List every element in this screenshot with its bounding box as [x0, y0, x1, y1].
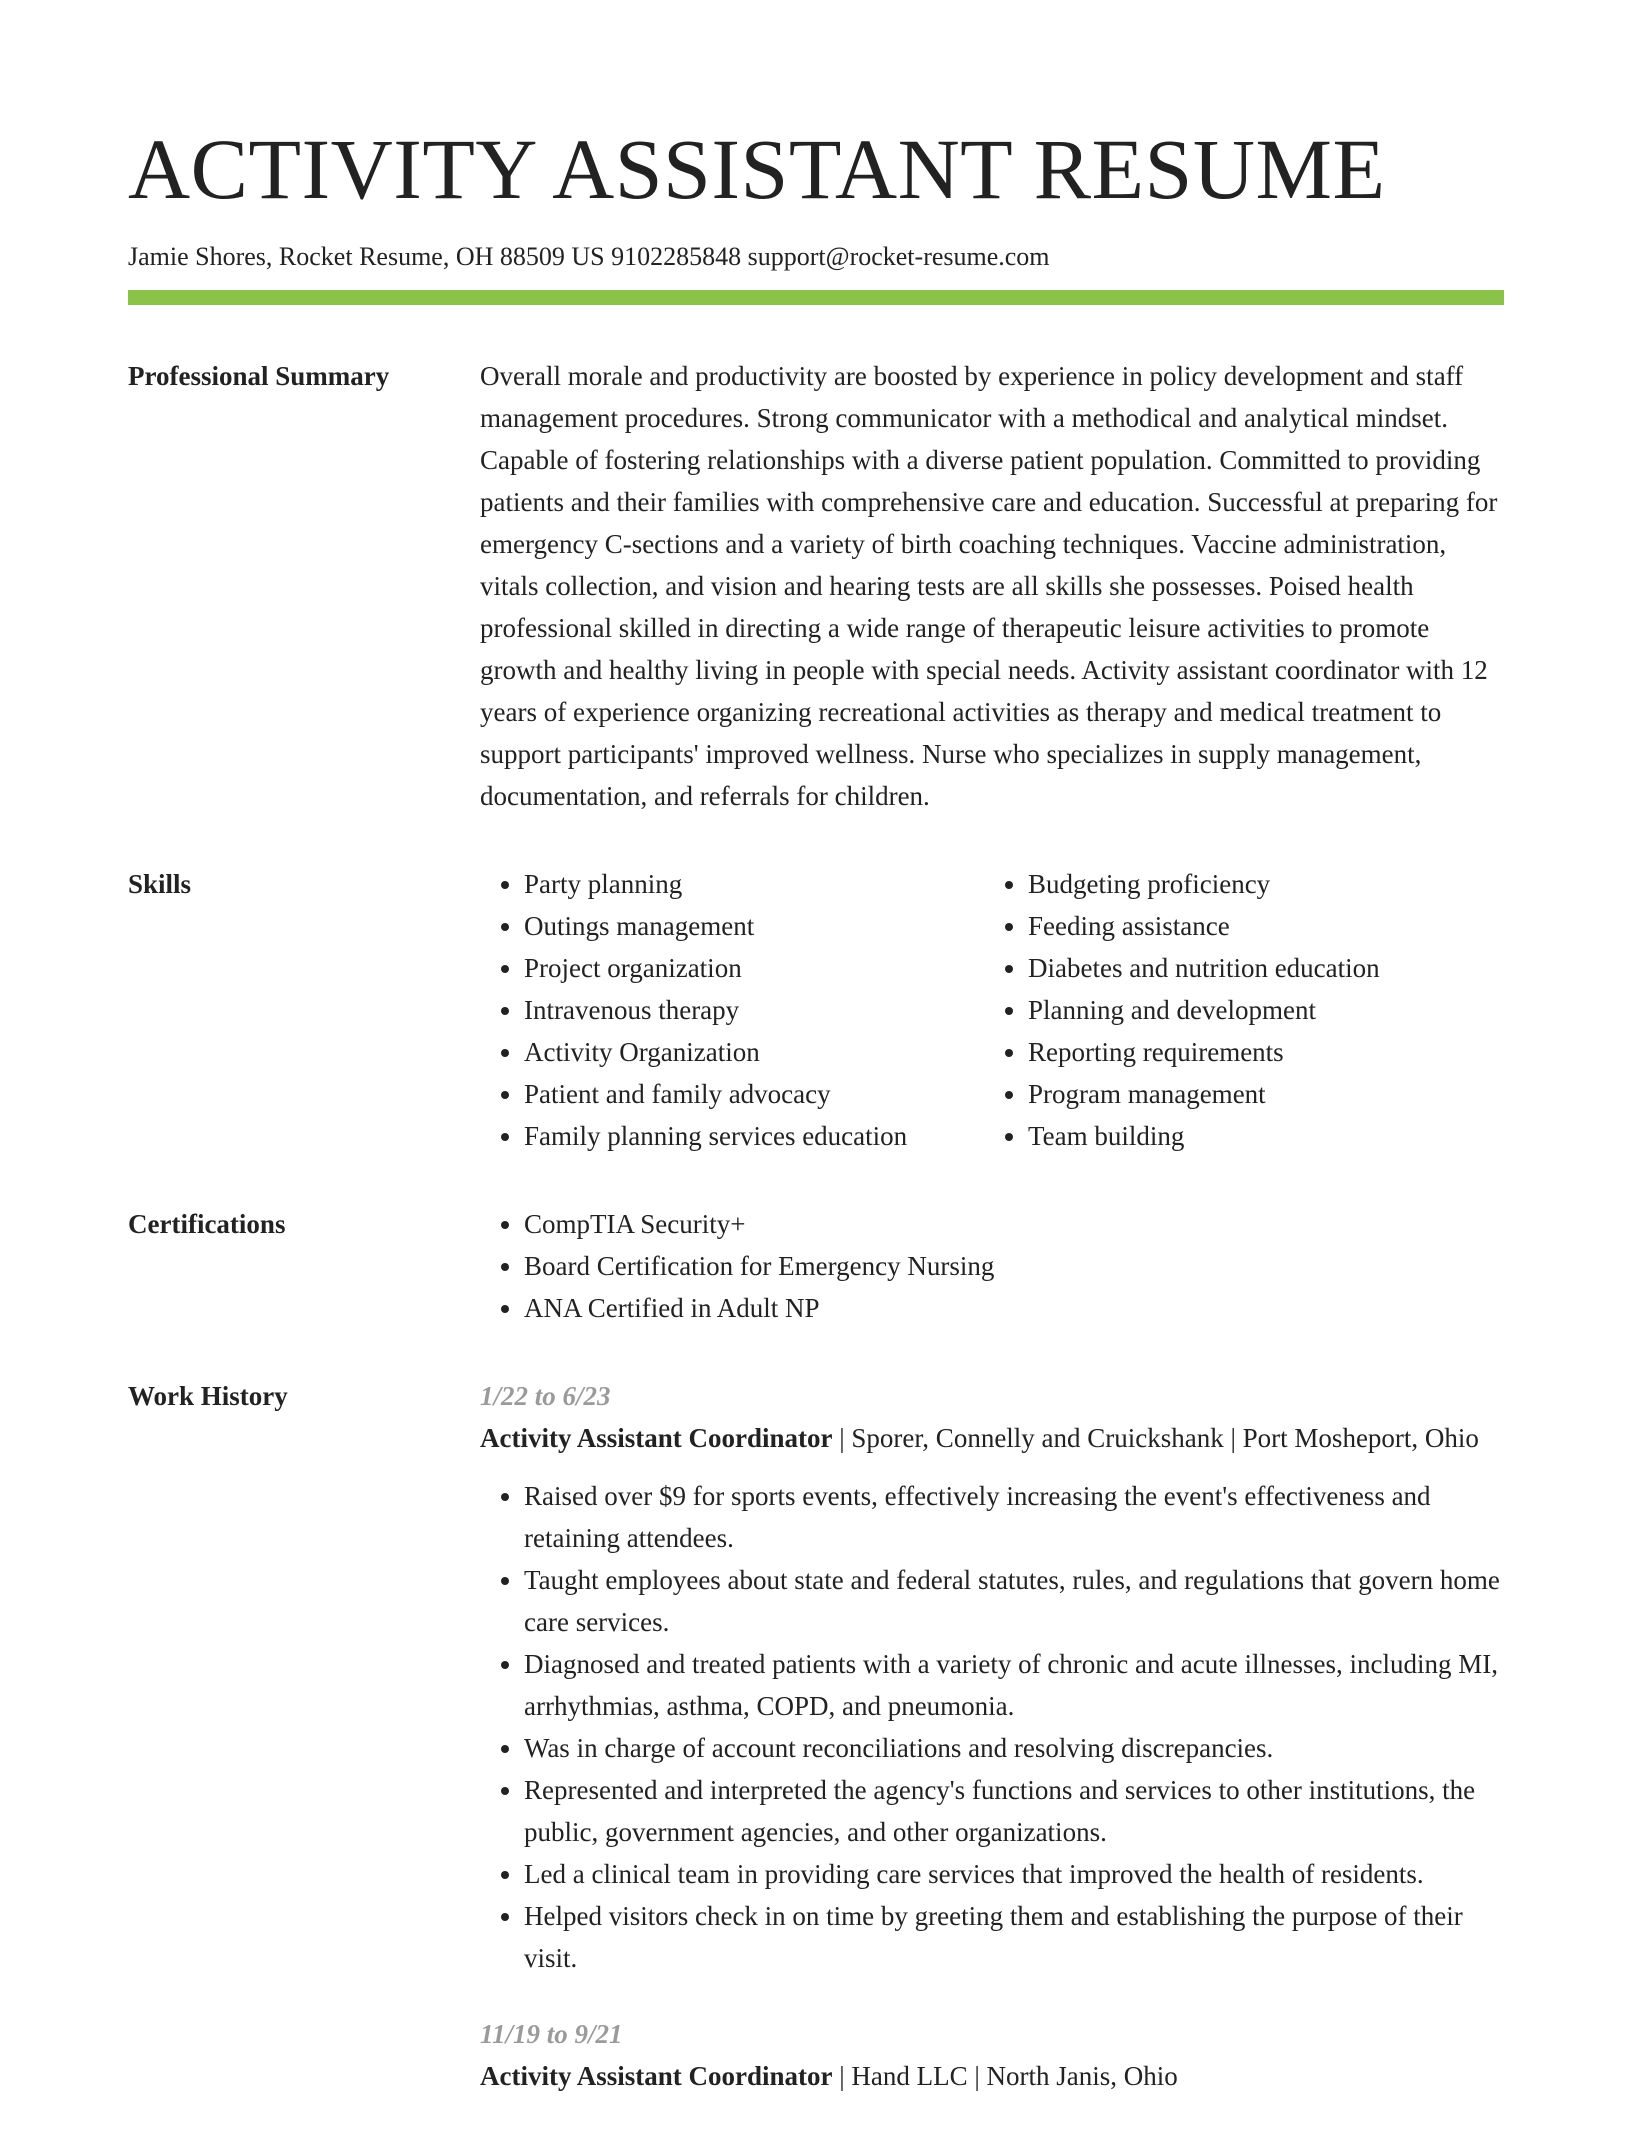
certifications-heading: Certifications: [128, 1209, 286, 1239]
skill-item: • Party planning: [524, 863, 984, 905]
skill-item: • Diabetes and nutrition education: [1028, 947, 1488, 989]
certifications-body: [480, 1203, 1504, 1329]
job-header: [480, 1417, 1504, 1459]
skill-item: • Activity Organization: [524, 1031, 984, 1073]
job-title: Activity Assistant Coordinator: [480, 2061, 833, 2091]
contact-line: [128, 240, 1504, 274]
summary-body: [480, 355, 1504, 817]
job-dates: 11/19 to 9/21: [480, 2019, 623, 2049]
job-entry: [480, 1375, 1504, 1979]
job-bullet: • Diagnosed and treated patients with a variety of chronic and acute illnesses, including MI, arrhythmias, asthma, COPD, and pneumonia.: [524, 1643, 1504, 1727]
skills-list-left: [480, 863, 984, 1157]
skill-item: • Outings management: [524, 905, 984, 947]
job-bullets: [480, 1475, 1504, 1979]
summary-heading: Professional Summary: [128, 361, 390, 391]
job-header: [480, 2055, 1504, 2097]
job-bullet: • Helped visitors check in on time by greeting them and establishing the purpose of their visit.: [524, 1895, 1504, 1979]
contact-phone: 9102285848: [611, 242, 742, 271]
summary-text: Overall morale and productivity are boosted by experience in policy development and staff management procedures. Strong communicator with a methodical and analytical mindset. Capable of fostering relationships with a diverse patient population. Committed to providing patients and their families with comprehensive care and education. Successful at preparing for emergency C-sections and a variety of birth coaching techniques. Vaccine administration, vitals collection, and vision and hearing tests are all skills she possesses. Poised health professional skilled in directing a wide range of therapeutic leisure activities to promote growth and healthy living in people with special needs. Activity assistant coordinator with 12 years of experience organizing recreational activities as therapy and medical treatment to support participants' improved wellness. Nurse who specializes in supply management, documentation, and referrals for children.: [480, 361, 1498, 811]
job-bullet: • Raised over $9 for sports events, effectively increasing the event's effectiveness and retaining attendees.: [524, 1475, 1504, 1559]
job-entry: [480, 2013, 1504, 2097]
skill-item: • Planning and development: [1028, 989, 1488, 1031]
skills-list-right: [984, 863, 1488, 1157]
certification-item: • CompTIA Security+: [524, 1203, 1504, 1245]
certification-item: • ANA Certified in Adult NP: [524, 1287, 1504, 1329]
contact-email: support@rocket-resume.com: [747, 242, 1050, 271]
skills-heading: Skills: [128, 869, 192, 899]
certifications-list: [480, 1203, 1504, 1329]
job-bullet: • Was in charge of account reconciliations and resolving discrepancies.: [524, 1727, 1504, 1769]
contact-person: Jamie Shores,: [128, 242, 273, 271]
certification-item: • Board Certification for Emergency Nursing: [524, 1245, 1504, 1287]
skills-body: [480, 863, 1504, 1157]
header-accent-rule: [128, 290, 1504, 305]
work-history-body: [480, 1375, 1504, 2131]
skill-item: • Feeding assistance: [1028, 905, 1488, 947]
job-details: | Sporer, Connelly and Cruickshank | Port Mosheport, Ohio: [832, 1423, 1479, 1453]
contact-location: Rocket Resume, OH 88509 US: [278, 242, 605, 271]
skill-item: • Family planning services education: [524, 1115, 984, 1157]
skill-item: • Intravenous therapy: [524, 989, 984, 1031]
skill-item: • Patient and family advocacy: [524, 1073, 984, 1115]
resume-page: [128, 0, 1504, 2131]
job-bullet: • Led a clinical team in providing care services that improved the health of residents.: [524, 1853, 1504, 1895]
summary-section: [128, 355, 1504, 817]
skill-item: • Reporting requirements: [1028, 1031, 1488, 1073]
job-title: Activity Assistant Coordinator: [480, 1423, 833, 1453]
work-history-heading: Work History: [128, 1381, 288, 1411]
job-details: | Hand LLC | North Janis, Ohio: [832, 2061, 1178, 2091]
certifications-section: [128, 1203, 1504, 1329]
skill-item: • Budgeting proficiency: [1028, 863, 1488, 905]
resume-title: ACTIVITY ASSISTANT RESUME: [128, 121, 1386, 217]
job-bullet: • Represented and interpreted the agency's functions and services to other institutions, the public, government agencies, and other organizations.: [524, 1769, 1504, 1853]
skill-item: • Program management: [1028, 1073, 1488, 1115]
job-dates: 1/22 to 6/23: [480, 1381, 611, 1411]
skills-section: [128, 863, 1504, 1157]
skill-item: • Project organization: [524, 947, 984, 989]
work-history-section: [128, 1375, 1504, 2131]
job-bullet: • Taught employees about state and federal statutes, rules, and regulations that govern home care services.: [524, 1559, 1504, 1643]
skill-item: • Team building: [1028, 1115, 1488, 1157]
